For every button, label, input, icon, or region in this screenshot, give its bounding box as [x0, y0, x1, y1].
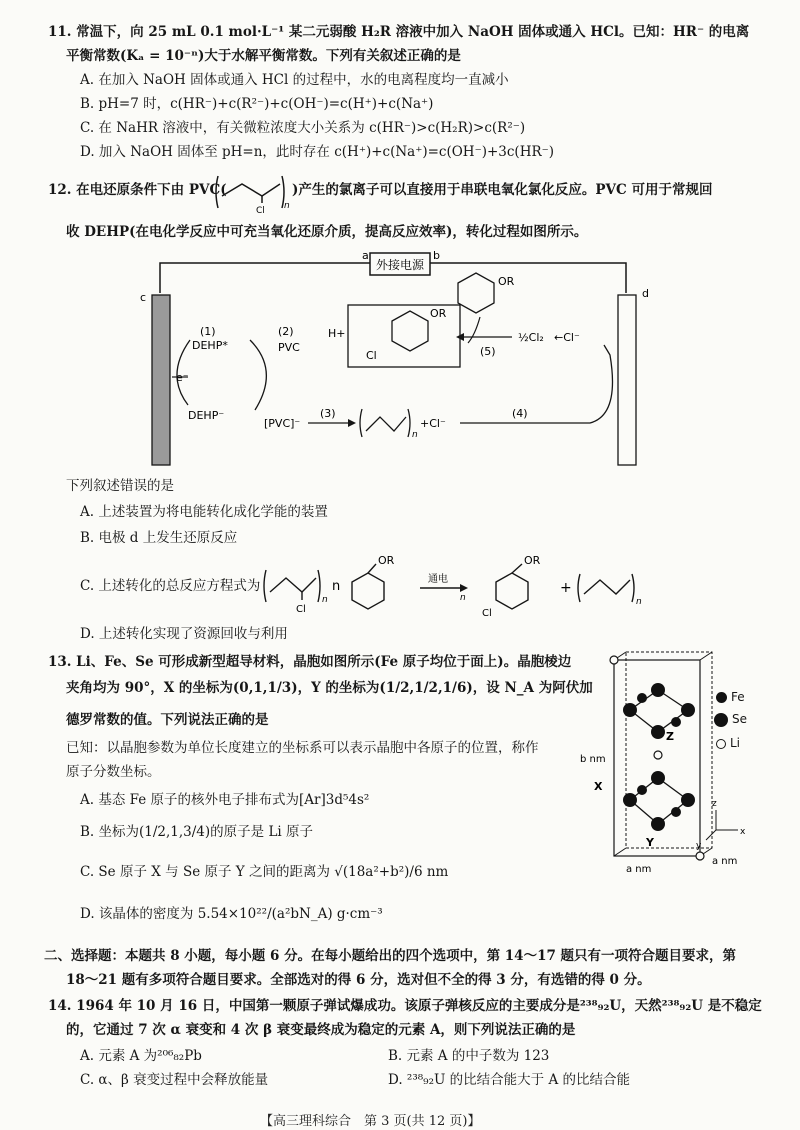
- step5-label: (5): [480, 345, 496, 358]
- dehp-star-label: DEHP*: [192, 339, 228, 352]
- step4-label: (4): [512, 407, 528, 420]
- eq-cl-1: Cl: [296, 604, 306, 615]
- eq-n-2: n: [636, 597, 642, 607]
- q13-option-b[interactable]: B. 坐标为(1/2,1,3/4)的原子是 Li 原子: [80, 824, 314, 840]
- q11-stem-line2: 平衡常数(Kₐ = 10⁻ⁿ)大于水解平衡常数。下列有关叙述正确的是: [66, 48, 461, 64]
- electrode-c-label: c: [140, 291, 147, 304]
- electrode-d: [618, 295, 636, 465]
- eq-n-1: n: [322, 595, 328, 605]
- q12-option-d[interactable]: D. 上述转化实现了资源回收与利用: [80, 626, 288, 642]
- q13-option-c[interactable]: C. Se 原子 X 与 Se 原子 Y 之间的距离为 √(18a²+b²)/6 nm: [80, 864, 449, 880]
- pvc-label: PVC: [278, 341, 300, 354]
- eq-or-1: OR: [378, 554, 395, 567]
- half-cl2-label: ½Cl₂: [518, 331, 544, 344]
- pvc-cl-label: Cl: [256, 206, 265, 214]
- crystal-cell-diagram: [580, 650, 790, 880]
- svg-text:+: +: [560, 580, 572, 596]
- legend-se: Se: [714, 712, 747, 727]
- eq-cl-2: Cl: [482, 608, 492, 618]
- q11-stem-line1: 11. 常温下，向 25 mL 0.1 mol·L⁻¹ 某二元弱酸 H₂R 溶液中加入 NaOH 固体或通入 HCl。已知：HR⁻ 的电离: [48, 24, 750, 40]
- step1-label: (1): [200, 325, 216, 338]
- reactant-or-label: OR: [498, 275, 515, 288]
- label-b-nm: b nm: [580, 754, 606, 765]
- q14-option-a[interactable]: A. 元素 A 为²⁰⁶₈₂Pb: [80, 1048, 202, 1064]
- q12-stem-line2: 收 DEHP(在电化学反应中可充当氧化还原介质，提高反应效率)，转化过程如图所示。: [66, 224, 588, 240]
- electrode-d-label: d: [642, 287, 649, 300]
- eq-arrow-label: 通电: [428, 574, 448, 585]
- cl-arrow-label: ←Cl⁻: [554, 331, 580, 344]
- axis-z-label: z: [712, 799, 717, 809]
- q13-note-line1: 已知：以晶胞参数为单位长度建立的坐标系可以表示晶胞中各原子的位置，称作: [66, 740, 539, 756]
- cl-minus-label: +Cl⁻: [420, 417, 446, 430]
- q11-option-d[interactable]: D. 加入 NaOH 固体至 pH=n，此时存在 c(H⁺)+c(Na⁺)=c(OH⁻)+3c(HR⁻): [80, 144, 555, 160]
- q12-stem-line1b: )产生的氯离子可以直接用于串联电氧化氯化反应。PVC 可用于常规回: [292, 182, 713, 198]
- legend-fe: Fe: [716, 690, 745, 704]
- step2-label: (2): [278, 325, 294, 338]
- label-z: Z: [666, 730, 674, 743]
- q11-option-c[interactable]: C. 在 NaHR 溶液中，有关微粒浓度大小关系为 c(HR⁻)>c(H₂R)>c(R²⁻): [80, 120, 526, 136]
- electrochemistry-diagram: [130, 245, 650, 475]
- q14-option-d[interactable]: D. ²³⁸₉₂U 的比结合能大于 A 的比结合能: [388, 1072, 630, 1088]
- legend-li: Li: [716, 736, 740, 750]
- electrode-c: [152, 295, 170, 465]
- section2-line1: 二、选择题：本题共 8 小题，每小题 6 分。在每小题给出的四个选项中，第 14～17 题只有一项符合题目要求，第: [44, 948, 737, 964]
- section2-line2: 18～21 题有多项符合题目要求。全部选对的得 6 分，选对但不全的得 3 分，有选错的得 0 分。: [66, 972, 651, 988]
- product-n-label: n: [412, 430, 418, 440]
- label-y: Y: [646, 836, 654, 849]
- eq-plus-n: n: [332, 579, 341, 594]
- pvc-minus-label: [PVC]⁻: [264, 417, 301, 430]
- q12-option-c-equation[interactable]: [260, 552, 660, 618]
- pvc-structure: [212, 170, 290, 214]
- q13-note-line2: 原子分数坐标。: [66, 764, 161, 780]
- axis-y-label: y: [696, 841, 702, 851]
- q11-option-b[interactable]: B. pH=7 时，c(HR⁻)+c(R²⁻)+c(OH⁻)=c(H⁺)+c(Na⁺): [80, 96, 434, 112]
- q13-stem-line1: 13. Li、Fe、Se 可形成新型超导材料，晶胞如图所示(Fe 原子均位于面上)。晶胞棱边: [48, 654, 572, 670]
- box-cl-label: Cl: [366, 349, 377, 362]
- step3-label: (3): [320, 407, 336, 420]
- label-a-nm-1: a nm: [626, 864, 652, 875]
- q14-option-c[interactable]: C. α、β 衰变过程中会释放能量: [80, 1072, 269, 1088]
- power-supply-label: 外接电源: [376, 258, 425, 272]
- q12-option-b[interactable]: B. 电极 d 上发生还原反应: [80, 530, 238, 546]
- eq-n-arrow: n: [460, 593, 466, 603]
- pvc-n-label: n: [284, 201, 290, 211]
- q13-option-a[interactable]: A. 基态 Fe 原子的核外电子排布式为[Ar]3d⁵4s²: [80, 792, 370, 808]
- q13-stem-line2: 夹角均为 90°，X 的坐标为(0,1,1/3)，Y 的坐标为(1/2,1/2,1/6)，设 N_A 为阿伏加: [66, 680, 593, 696]
- label-a-nm-2: a nm: [712, 856, 738, 867]
- q12-option-c[interactable]: C. 上述转化的总反应方程式为: [80, 578, 261, 594]
- h-plus-label: H+: [328, 327, 346, 340]
- dehp-minus-label: DEHP⁻: [188, 409, 225, 422]
- q13-option-d[interactable]: D. 该晶体的密度为 5.54×10²²/(a²bN_A) g·cm⁻³: [80, 906, 383, 922]
- box-or-label: OR: [430, 307, 447, 320]
- eq-or-2: OR: [524, 554, 541, 567]
- axis-x-label: x: [740, 827, 746, 837]
- q14-stem-line2: 的，它通过 7 次 α 衰变和 4 次 β 衰变最终成为稳定的元素 A，则下列说法正确的是: [66, 1022, 576, 1038]
- electron-label: e⁻: [176, 371, 189, 384]
- q12-prompt: 下列叙述错误的是: [66, 478, 174, 494]
- q12-stem-line1a: 12. 在电还原条件下由 PVC(: [48, 182, 227, 198]
- q11-option-a[interactable]: A. 在加入 NaOH 固体或通入 HCl 的过程中，水的电离程度均一直减小: [80, 72, 509, 88]
- terminal-a-label: a: [362, 249, 369, 262]
- label-x: X: [594, 780, 603, 793]
- q13-stem-line3: 德罗常数的值。下列说法正确的是: [66, 712, 269, 728]
- q12-option-a[interactable]: A. 上述装置为将电能转化成化学能的装置: [80, 504, 328, 520]
- page-footer: 【高三理科综合 第 3 页(共 12 页)】: [260, 1114, 481, 1129]
- q14-stem-line1: 14. 1964 年 10 月 16 日，中国第一颗原子弹试爆成功。该原子弹核反应的主要成分是²³⁸₉₂U，天然²³⁸₉₂U 是不稳定: [48, 998, 762, 1014]
- terminal-b-label: b: [433, 249, 440, 262]
- q14-option-b[interactable]: B. 元素 A 的中子数为 123: [388, 1048, 550, 1064]
